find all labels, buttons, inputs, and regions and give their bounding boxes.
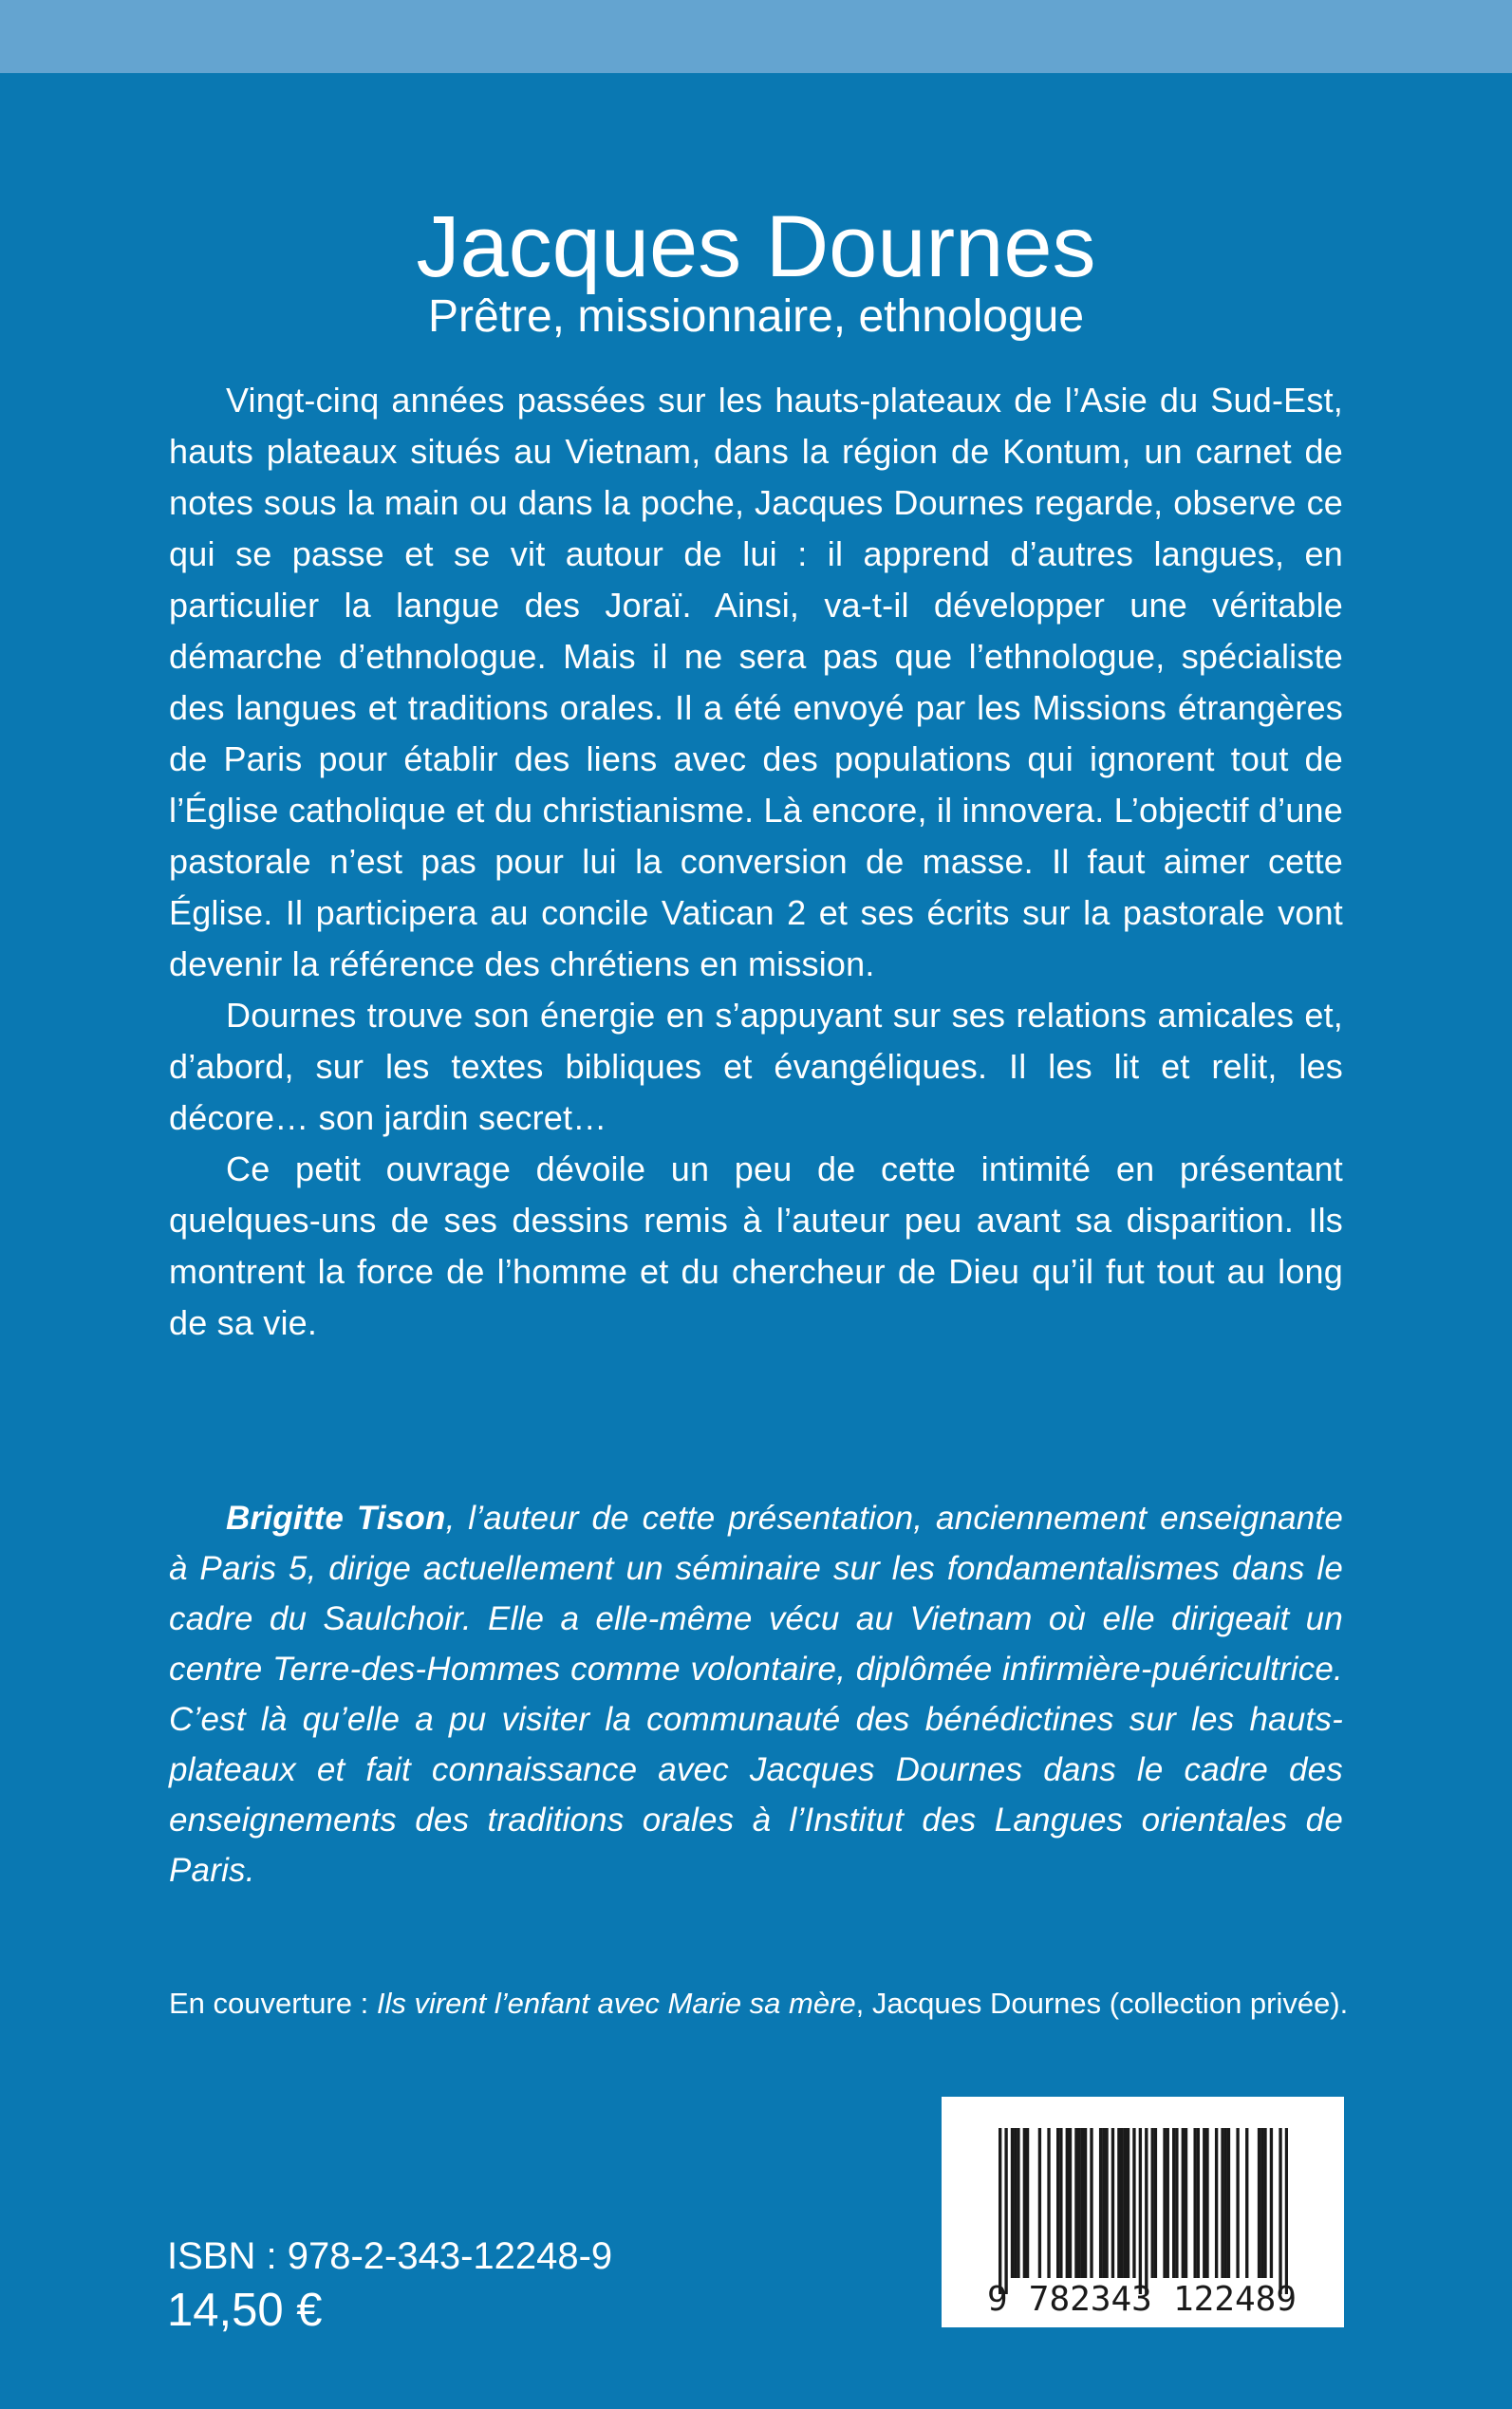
author-note (169, 1493, 1343, 1895)
page-title: Jacques Dournes (416, 197, 1096, 295)
cover-credit (169, 1985, 1393, 2023)
top-band (0, 0, 1512, 73)
barcode-digit-group: 782343 (1028, 2280, 1152, 2319)
page-subtitle: Prêtre, missionnaire, ethnologue (427, 290, 1085, 342)
blurb-paragraph: Dournes trouve son énergie en s’appuyant sur ses relations amicales et, d’abord, sur les textes bibliques et évangéliques. Il les lit et relit, les décore… son jardin secret… (169, 996, 1343, 1137)
price-label: 14,50 € (167, 2285, 323, 2336)
barcode-digits (987, 2281, 1297, 2319)
author-name: Brigitte Tison (226, 1500, 446, 1537)
isbn-label: ISBN : 978-2-343-12248-9 (167, 2235, 613, 2277)
credit-suffix: , Jacques Dournes (collection privée). (855, 1987, 1349, 2020)
credit-work-title: Ils virent l’enfant avec Marie sa mère (376, 1987, 856, 2020)
barcode-digit-group: 122489 (1172, 2280, 1297, 2319)
barcode-panel (942, 2097, 1344, 2327)
credit-prefix: En couverture : (169, 1987, 377, 2020)
blurb-paragraph: Ce petit ouvrage dévoile un peu de cette intimité en présentant quelques-uns de ses dessins remis à l’auteur peu avant sa disparition. Ils montrent la force de l’homme et du chercheur de Dieu qu’il fut tout au long de sa vie. (169, 1149, 1343, 1342)
author-note-text: , l’auteur de cette présentation, anciennement enseignante à Paris 5, dirige actuellement un séminaire sur les fondamentalismes dans le cadre du Saulchoir. Elle a elle-même vécu au Vietnam où elle dirigeait un centre Terre-des-Hommes comme volontaire, diplômée infirmière-puéricultrice. C’est là qu’elle a pu visiter la communauté des bénédictines sur les hauts-plateaux et fait connaissance avec Jacques Dournes dans le cadre des enseignements des traditions orales à l’Institut des Langues orientales de Paris. (169, 1500, 1343, 1889)
barcode-digit-group: 9 (987, 2280, 1008, 2319)
back-blurb (169, 375, 1343, 1349)
barcode-bars (999, 2128, 1288, 2294)
blurb-paragraph: Vingt-cinq années passées sur les hauts-plateaux de l’Asie du Sud-Est, hauts plateaux situés au Vietnam, dans la région de Kontum, un carnet de notes sous la main ou dans la poche, Jacques Dournes regarde, observe ce qui se passe et se vit autour de lui : il apprend d’autres langues, en particulier la langue des Joraï. Ainsi, va-t-il développer une véritable démarche d’ethnologue. Mais il ne sera pas que l’ethnologue, spécialiste des langues et traditions orales. Il a été envoyé par les Missions étrangères de Paris pour établir des liens avec des populations qui ignorent tout de l’Église catholique et du christianisme. Là encore, il innovera. L’objectif d’une pastorale n’est pas pour lui la conversion de masse. Il faut aimer cette Église. Il participera au concile Vatican 2 et ses écrits sur la pastorale vont devenir la référence des chrétiens en mission. (169, 381, 1343, 983)
